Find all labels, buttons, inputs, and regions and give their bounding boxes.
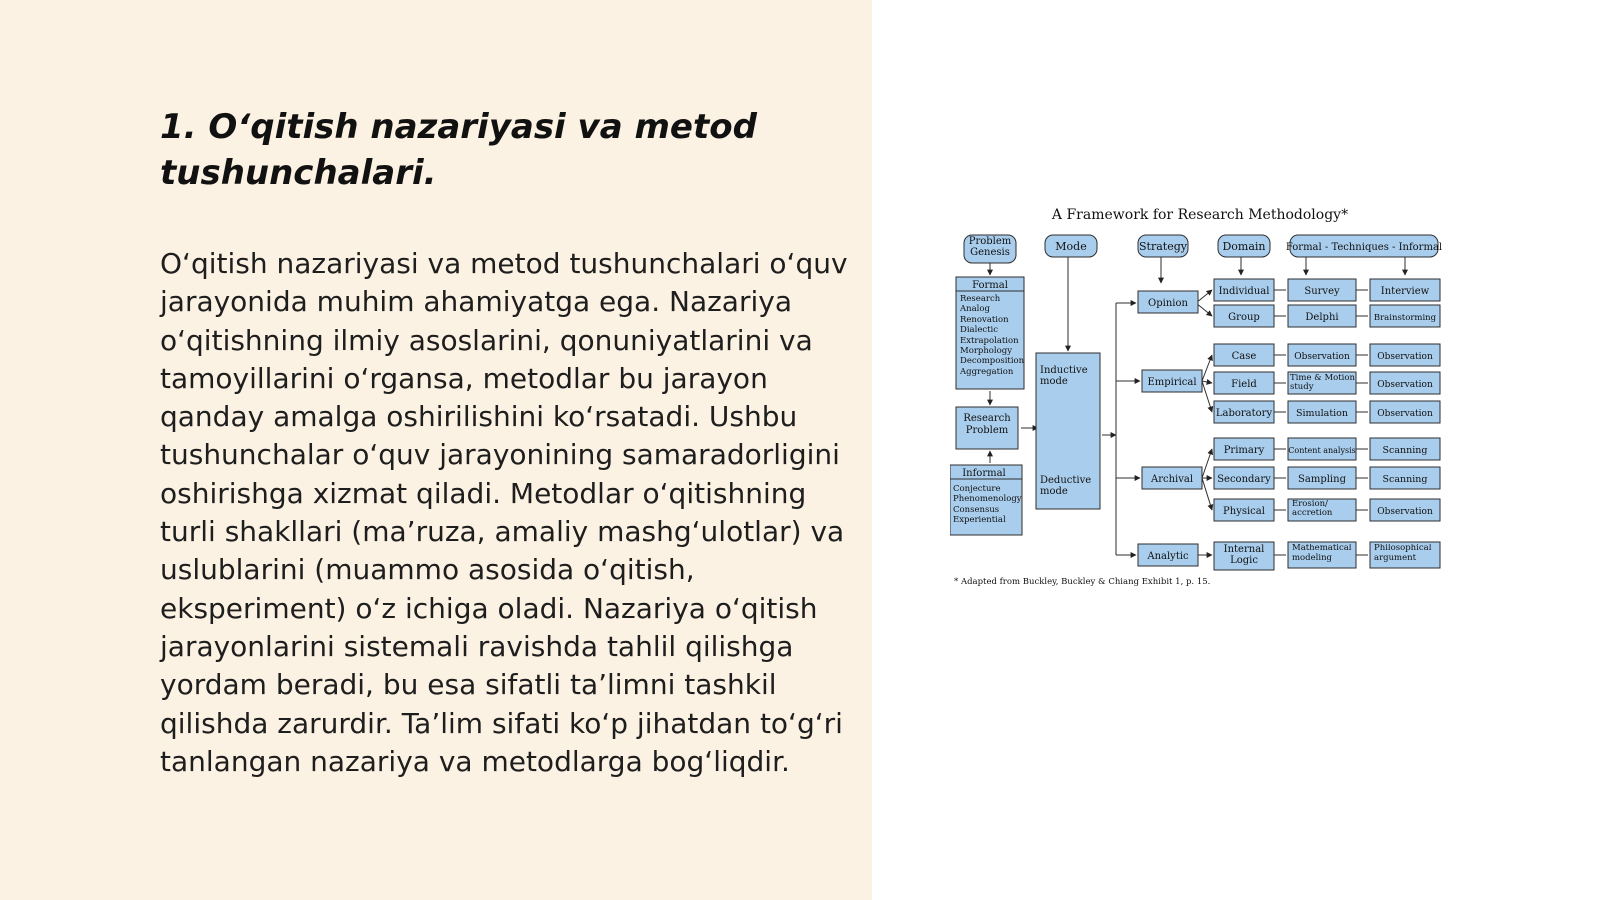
label-techniques: Formal - Techniques - Informal [1285, 242, 1443, 253]
label-simulation: Simulation [1295, 408, 1349, 419]
label-individual: Individual [1218, 286, 1270, 297]
label-philosophical-argument: Philosophical argument [1374, 544, 1432, 563]
label-observation-lab: Observation [1377, 409, 1433, 419]
label-observation-case: Observation [1377, 352, 1433, 362]
label-inductive: Inductive mode [1040, 365, 1088, 387]
label-content-analysis: Content analysis [1288, 446, 1356, 455]
research-methodology-diagram [950, 205, 1450, 590]
label-problem-genesis: Problem Genesis [968, 236, 1012, 258]
slide-body-text: O‘qitish nazariyasi va metod tushunchalari o‘quv jarayonida muhim ahamiyatga ega. Nazariya o‘qitishning ilmiy asoslarini, qonuniyatlarini va tamoyillarini o‘rgansa, metodlar bu jarayon qanday amalga oshirilishini ko‘rsatadi. Ushbu tushunchalar o‘quv jarayonining samaradorligini oshirishga xizmat qiladi. Metodlar o‘qitishning turli shakllari (ma’ruza, amaliy mashg‘ulotlar) va uslublarini (muammo asosida o‘qitish, eksperiment) o‘z ichiga oladi. Nazariya o‘qitish jarayonlarini sistemali ravishda tahlil qilishga yordam beradi, bu esa sifatli ta’limni tashkil qilishda zarurdir. Ta’lim sifati ko‘p jihatdan to‘g‘ri tanlangan nazariya va metodlarga bog‘liqdir. [160, 247, 848, 778]
label-secondary: Secondary [1217, 474, 1271, 485]
label-delphi: Delphi [1305, 312, 1339, 323]
label-deductive: Deductive mode [1040, 475, 1092, 497]
label-informal: Informal [962, 468, 1006, 479]
label-opinion: Opinion [1148, 298, 1188, 309]
label-strategy: Strategy [1139, 240, 1187, 253]
label-survey: Survey [1304, 286, 1340, 297]
label-domain: Domain [1222, 240, 1266, 253]
formal-items: Research Analog Renovation Dialectic Extrapolation Morphology Decomposition Aggregation [960, 294, 1024, 377]
label-brainstorming: Brainstorming [1373, 313, 1437, 323]
label-primary: Primary [1223, 445, 1265, 456]
label-sampling: Sampling [1298, 474, 1346, 485]
label-internal-logic: Internal Logic [1223, 544, 1265, 566]
label-formal: Formal [972, 280, 1008, 291]
label-math-modeling: Mathematical modeling [1292, 544, 1352, 563]
label-interview: Interview [1380, 286, 1430, 297]
label-physical: Physical [1223, 506, 1265, 517]
label-case: Case [1231, 351, 1257, 362]
informal-items: Conjecture Phenomenology Consensus Experiential [953, 484, 1022, 526]
label-observation-physical: Observation [1377, 507, 1433, 517]
label-analytic: Analytic [1147, 551, 1189, 562]
label-mode: Mode [1055, 240, 1087, 253]
label-research-problem: Research Problem [963, 413, 1011, 436]
label-archival: Archival [1150, 474, 1194, 485]
label-observation-field: Observation [1377, 380, 1433, 390]
label-erosion-accretion: Erosion/ accretion [1292, 500, 1333, 518]
label-field: Field [1231, 379, 1257, 390]
label-time-motion: Time & Motion study [1290, 374, 1355, 392]
label-scanning-secondary: Scanning [1382, 474, 1428, 485]
diagram-footnote: * Adapted from Buckley, Buckley & Chiang Exhibit 1, p. 15. [954, 577, 1211, 587]
label-laboratory: Laboratory [1215, 408, 1273, 419]
label-scanning-primary: Scanning [1382, 445, 1428, 456]
label-group: Group [1228, 312, 1260, 323]
diagram-title: A Framework for Research Methodology* [1051, 207, 1349, 223]
label-observation-formal: Observation [1294, 352, 1350, 362]
slide-title: 1. O‘qitish nazariyasi va metod tushunchalari. [160, 107, 757, 193]
label-empirical: Empirical [1147, 377, 1197, 388]
